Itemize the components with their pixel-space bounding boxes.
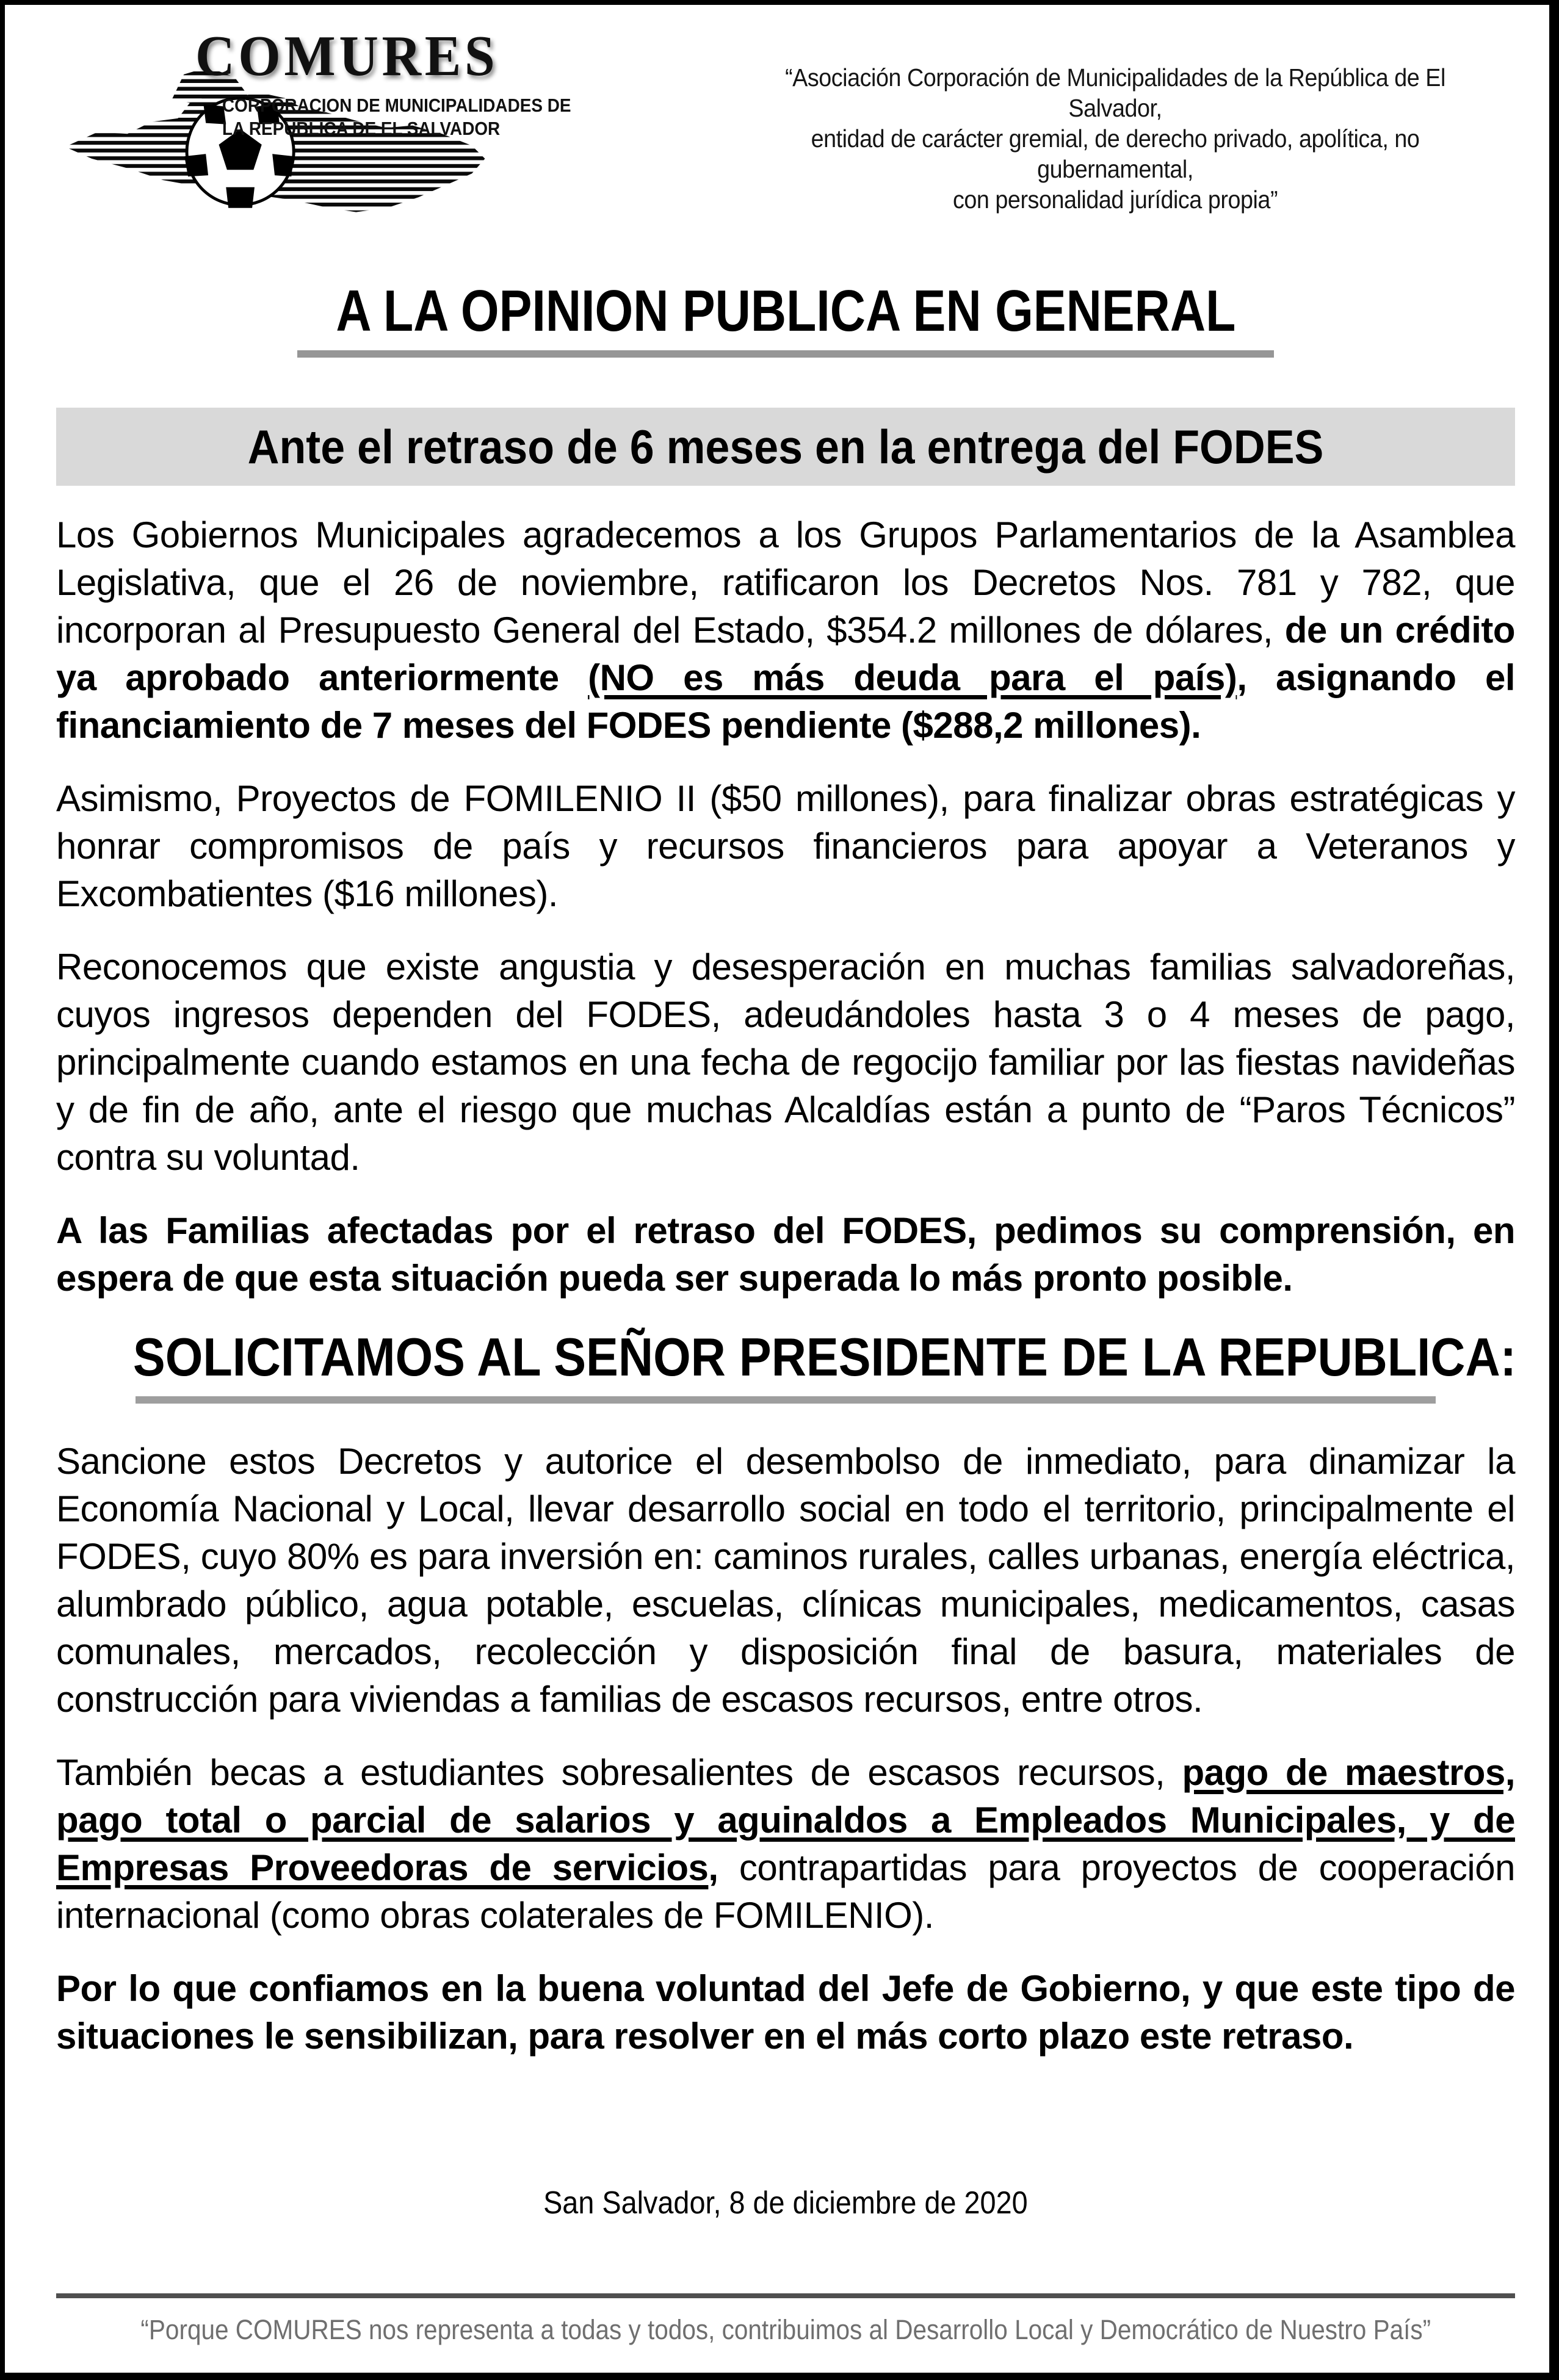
paragraph-2: Asimismo, Proyectos de FOMILENIO II ($50 millones), para finalizar obras estratégicas y honrar compromisos de país y recursos financieros para apoyar a Veteranos y Excombatientes ($16 millones). [56,778,1515,914]
logo-subline-2: LA REPUBLICA DE EL SALVADOR [222,118,501,139]
dateline-text: San Salvador, 8 de diciembre de 2020 [543,2185,1028,2221]
title-block [56,278,1515,358]
heading2 [56,1328,1515,1387]
paragraph-7: Por lo que confiamos en la buena voluntad del Jefe de Gobierno, y que este tipo de situaciones le sensibilizan, para resolver en el más corto plazo este retraso. [56,1968,1515,2057]
comures-logo [56,20,715,225]
p6-normal-tail: contrapartidas para proyectos de cooperación internacional (como obras colaterales de FOMILENIO). [56,1847,1515,1936]
heading2-text: SOLICITAMOS AL SEÑOR PRESIDENTE DE LA REPUBLICA: [132,1327,1517,1387]
paragraph-6 [56,1749,1515,1939]
footer-divider [56,2293,1515,2298]
paragraph-5: Sancione estos Decretos y autorice el desembolso de inmediato, para dinamizar la Economía Nacional y Local, llevar desarrollo social en todo el territorio, principalmente el FODES, cuyo 80% es para inversión en: caminos rurales, calles urbanas, energía eléctrica, alumbrado público, agua potable, escuelas, clínicas municipales, medicamentos, casas comunales, mercados, recolección y disposición final de basura, materiales de construcción para viviendas a familias de escasos recursos, entre otros. [56,1441,1515,1720]
subtitle-banner [56,408,1515,486]
title-underline-rule [297,350,1274,358]
page-title-text: A LA OPINION PUBLICA EN GENERAL [336,278,1235,344]
dateline [56,2185,1515,2221]
footer-quote-text: “Porque COMURES nos representa a todas y todos, contribuimos al Desarrollo Local y Democrático de Nuestro País” [140,2314,1431,2345]
heading2-block [56,1328,1515,1404]
logo-subline-1: CORPORACION DE MUNICIPALIDADES DE [222,95,571,116]
p1-bold-tail: , asignando el financiamiento de 7 meses del FODES pendiente ($288,2 millones). [56,657,1516,746]
header-quote-text [747,62,1483,215]
logo-sublines [222,94,571,140]
heading2-underline-rule [136,1396,1436,1404]
logo-wordmark: COMURES [195,24,499,88]
p1-normal: Los Gobiernos Municipales agradecemos a los Grupos Parlamentarios de la Asamblea Legislativa, que el 26 de noviembre, ratificaron los Decretos Nos. 781 y 782, que incorporan al Presupuesto General del Estado, $354.2 millones de dólares, [56,514,1515,651]
p6-bold-underline: pago de maestros, pago total o parcial de salarios y aguinaldos a Empleados Municipales, y de Empresas Proveedoras de servicios [56,1752,1515,1888]
p1-bold: de un crédito ya aprobado anteriormente [56,610,1516,698]
paragraph-1 [56,511,1515,749]
footer-quote [56,2314,1515,2346]
header-quote [715,20,1515,225]
p6-normal: También becas a estudiantes sobresalientes de escasos recursos, [56,1752,1182,1793]
document-body [56,511,1515,2086]
paragraph-3: Reconocemos que existe angustia y desesperación en muchas familias salvadoreñas, cuyos ingresos dependen del FODES, adeudándoles hasta 3 o 4 meses de pago, principalmente cuando estamos en una fecha de regocijo familiar por las fiestas navideñas y de fin de año, ante el riesgo que muchas Alcaldías están a punto de “Paros Técnicos” contra su voluntad. [56,947,1515,1178]
header-quote-line-2: entidad de carácter gremial, de derecho privado, apolítica, no gubernamental, [811,124,1420,183]
bottom-block [56,2185,1515,2373]
page-title [56,278,1515,344]
p6-bold-comma: , [708,1847,718,1888]
header [56,20,1515,225]
paragraph-4: A las Familias afectadas por el retraso del FODES, pedimos su comprensión, en espera de que esta situación pueda ser superada lo más pronto posible. [56,1210,1515,1299]
header-quote-line-1: “Asociación Corporación de Municipalidades de la República de El Salvador, [785,63,1445,122]
subtitle-banner-text: Ante el retraso de 6 meses en la entrega del FODES [247,419,1324,474]
header-quote-line-3: con personalidad jurídica propia” [952,186,1278,214]
p1-bold-underline: (NO es más deuda para el país) [588,657,1237,698]
